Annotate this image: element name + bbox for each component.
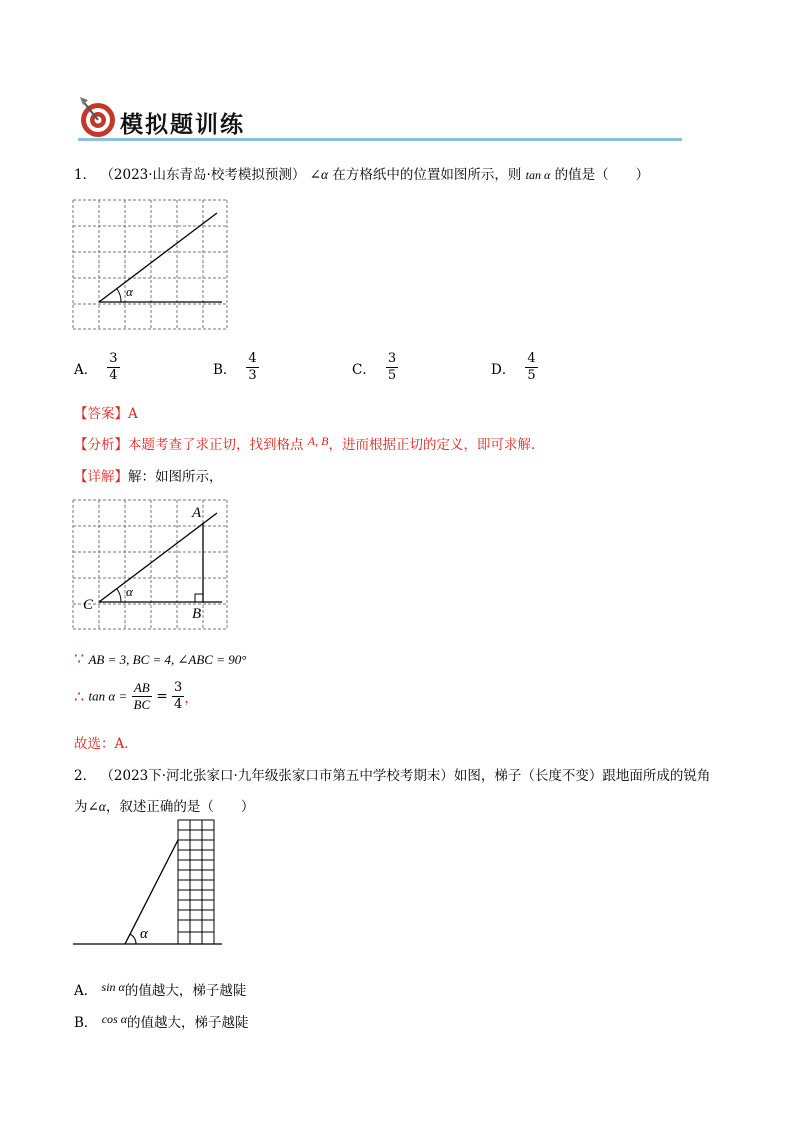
option-label: B． [74,1015,98,1031]
because-symbol: ∵ [74,649,85,668]
answer-value: A [128,406,138,422]
option-fraction: $\frac{4}{5}$ [527,351,536,383]
q2-stem-end: ，叙述正确的是（ ） [105,799,255,815]
q1-grid-figure [70,197,230,333]
option-text: 的值越大，梯子越陡 [124,983,247,999]
option-func: sin α [101,980,125,994]
q1-stem-end: 的值是（ ） [554,167,650,183]
answer-tag: 【答案】 [74,406,128,422]
q1-stem [74,163,649,183]
option-label: C． [352,361,376,378]
q2-stem-line1 [74,764,710,784]
option-text: 的值越大，梯子越陡 [127,1015,249,1031]
target-icon [74,94,124,138]
detail-tag: 【详解】 [74,469,128,485]
fig2-label-a: A [192,505,202,521]
fig2-alpha: α [126,584,133,599]
q1-therefore [74,680,198,713]
therefore-lhs: tan α = [88,688,128,704]
q2-stem-prefix: 为 [74,799,88,815]
q2-angle: ∠α [87,799,106,814]
q1-stem-mid: 在方格纸中的位置如图所示，则 [332,167,522,183]
q1-angle: ∠α [309,167,329,182]
q1-answer [74,402,138,422]
equals-sign: = [156,688,168,705]
q1-option-d [491,351,538,384]
fig2-label-c: C [83,597,94,613]
q2-option-b [74,1011,249,1031]
q2-stem-a: 如图，梯子（长度不变）跟地面所成的锐角 [453,768,711,784]
q1-tan: tan α [525,168,551,182]
q2-figure-alpha: α [140,926,148,942]
fig2-label-b: B [192,606,202,622]
q1-analysis [74,433,544,453]
q1-option-a [74,351,120,384]
q1-figure-alpha: α [126,284,133,299]
q1-detail [74,465,223,485]
option-fraction: $\frac{3}{5}$ [387,351,397,383]
analysis-text-a: 本题考查了求正切，找到格点 [128,437,304,453]
q1-solution-figure [70,497,230,633]
q1-option-b [213,351,259,384]
option-fraction: $\frac{3}{4}$ [109,351,118,383]
analysis-text-b: ，进而根据正切的定义，即可求解． [328,437,545,453]
analysis-tag: 【分析】 [74,437,128,453]
title-underline [78,138,682,141]
because-expr: AB = 3, BC = 4, ∠ABC = 90° [88,652,247,667]
q1-source: （2023·山东青岛·校考模拟预测） [100,167,306,183]
option-label: A． [74,361,98,378]
section-header [74,94,684,138]
detail-text: 解：如图所示， [128,469,223,485]
section-title: 模拟题训练 [120,112,245,138]
q2-source: （2023下·河北张家口·九年级张家口市第五中学校考期末） [100,768,454,784]
option-fraction: $\frac{4}{3}$ [248,351,257,383]
q2-stem-line2 [74,795,254,815]
option-label: A． [74,983,98,999]
frac-3-4: $\frac{3}{4}$ [174,680,183,712]
q2-option-a [74,979,246,999]
option-label: D． [491,361,516,378]
analysis-points: A, B [307,434,329,448]
option-label: B． [213,361,237,378]
option-func: cos α [101,1012,128,1026]
therefore-symbol: ∴ [74,687,85,706]
q2-ladder-figure [70,816,230,948]
therefore-comma: ， [184,690,198,707]
frac-ab-bc: $\frac{AB}{BC}$ [133,680,151,712]
q1-choose: 故选：A． [74,736,138,752]
q1-number: 1． [74,167,97,183]
q1-because [74,649,246,668]
q1-option-c [352,351,398,384]
q2-number: 2． [74,768,97,784]
